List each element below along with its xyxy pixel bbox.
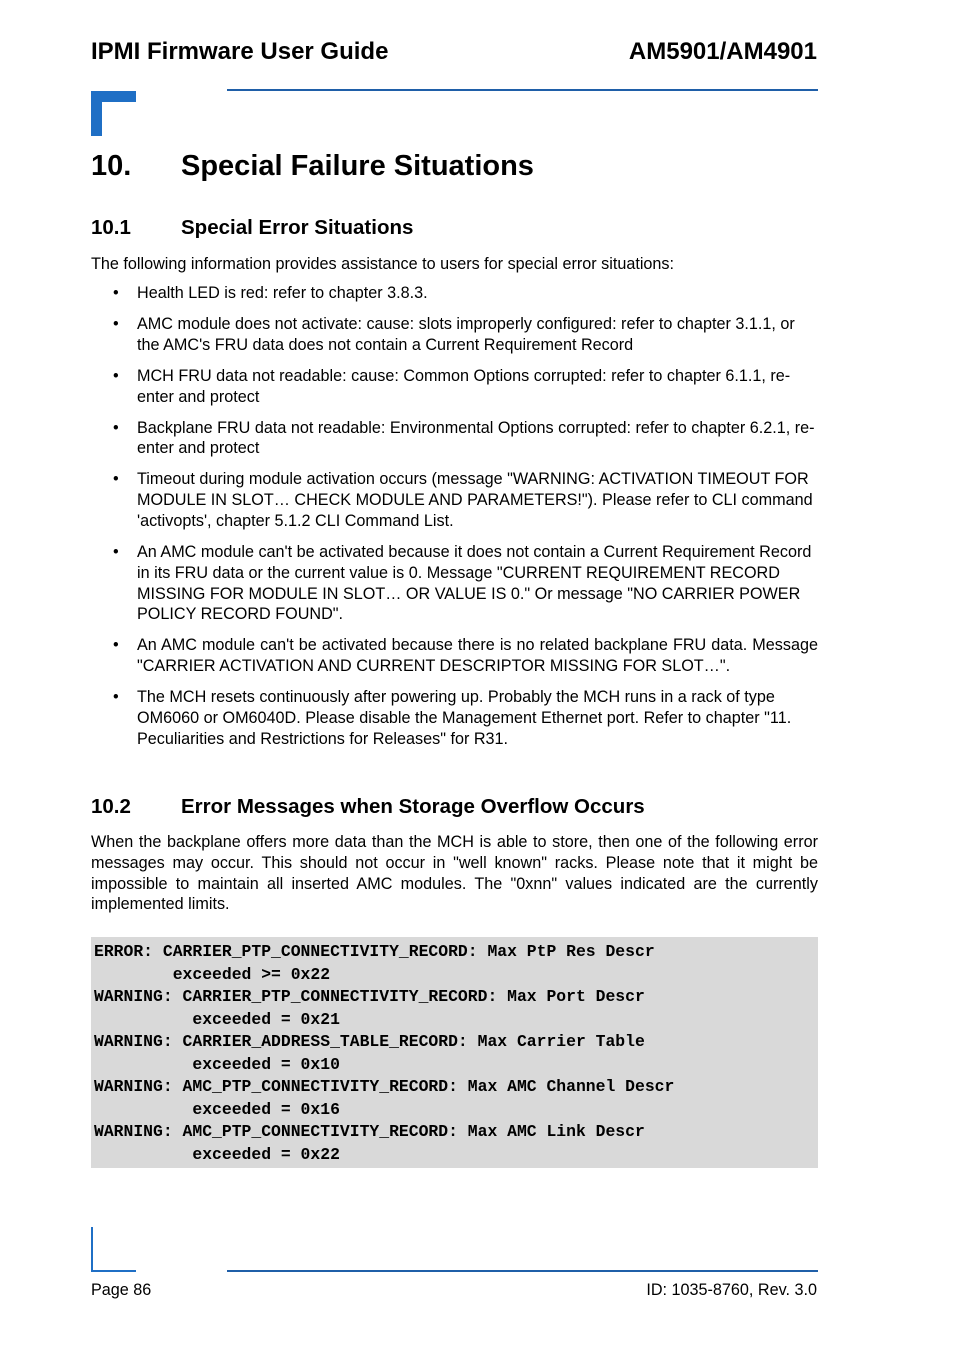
list-item — [91, 542, 818, 625]
header-rule — [227, 89, 818, 91]
section-number: 10.1 — [91, 216, 131, 239]
chapter-number: 10. — [91, 150, 132, 182]
section-intro: The following information provides assistance to users for special error situations: — [91, 255, 675, 273]
list-item-text: AMC module does not activate: cause: slots improperly configured: refer to chapter 3.1.1, or the AMC's FRU data does not contain a Current Requirement Record — [137, 314, 795, 354]
document-id: ID: 1035-8760, Rev. 3.0 — [646, 1281, 817, 1299]
page-number: Page 86 — [91, 1281, 152, 1299]
list-item — [91, 687, 818, 749]
section-heading-10-1 — [91, 216, 413, 240]
bullet-icon: • — [113, 688, 119, 707]
bullet-icon: • — [113, 418, 119, 437]
list-item-text: An AMC module can't be activated because there is no related backplane FRU data. Message "CARRIER ACTIVATION AND CURRENT DESCRIPTOR MISSING FOR SLOT…". — [137, 636, 818, 676]
list-item — [91, 283, 818, 304]
list-item — [91, 469, 818, 531]
list-item-text: Health LED is red: refer to chapter 3.8.3. — [137, 284, 428, 302]
bullet-icon: • — [113, 366, 119, 385]
list-item-text: Timeout during module activation occurs (message "WARNING: ACTIVATION TIMEOUT FOR MODULE IN SLOT… CHECK MODULE AND PARAMETERS!"). Please refer to CLI command 'activopts', chapter 5.1.2 CLI Command List. — [137, 470, 813, 530]
corner-mark-top-horizontal — [91, 91, 136, 102]
footer-rule — [227, 1270, 818, 1272]
section-title: Special Error Situations — [181, 216, 414, 239]
chapter-title: Special Failure Situations — [181, 150, 534, 182]
bullet-icon: • — [113, 636, 119, 655]
section-number: 10.2 — [91, 795, 131, 818]
list-item-text: MCH FRU data not readable: cause: Common Options corrupted: refer to chapter 6.1.1, re-enter and protect — [137, 366, 791, 406]
header-product: AM5901/AM4901 — [628, 38, 817, 65]
bullet-icon: • — [113, 542, 119, 561]
error-messages-code: ERROR: CARRIER_PTP_CONNECTIVITY_RECORD: Max PtP Res Descr exceeded >= 0x22 WARNING: CARRIER_PTP_CONNECTIVITY_RECORD: Max Port Descr exceeded = 0x21 WARNING: CARRIER_ADDRESS_TABLE_RECORD: Max Carrier Table exceeded = 0x10 WARNING: AMC_PTP_CONNECTIVITY_RECORD: Max AMC Channel Descr exceeded = 0x16 WARNING: AMC_PTP_CONNECTIVITY_RECORD: Max AMC Link Descr exceeded = 0x22 — [94, 942, 675, 1164]
section-intro: When the backplane offers more data than the MCH is able to store, then one of the following error messages may occur. This should not occur in "well known" racks. Please note that it might be impossible to maintain all inserted AMC modules. The "0xnn" values indicated are the currently implemented limits. — [91, 833, 818, 914]
section-title: Error Messages when Storage Overflow Occurs — [181, 795, 645, 818]
list-item — [91, 314, 818, 356]
chapter-heading — [91, 150, 534, 183]
error-situation-list — [91, 283, 818, 760]
list-item-text: Backplane FRU data not readable: Environmental Options corrupted: refer to chapter 6.2.1, re-enter and protect — [137, 418, 815, 458]
list-item-text: The MCH resets continuously after powering up. Probably the MCH runs in a rack of type OM6060 or OM6040D. Please disable the Management Ethernet port. Refer to chapter "11. Peculiarities and Restrictions for Releases" for R31. — [137, 688, 792, 748]
corner-mark-bottom-horizontal — [91, 1270, 136, 1272]
header-title: IPMI Firmware User Guide — [91, 38, 389, 65]
code-block — [91, 937, 818, 1168]
bullet-icon: • — [113, 470, 119, 489]
corner-mark-bottom — [91, 1227, 93, 1272]
list-item — [91, 635, 818, 677]
list-item — [91, 366, 818, 408]
bullet-icon: • — [113, 314, 119, 333]
list-item-text: An AMC module can't be activated because it does not contain a Current Requirement Record in its FRU data or the current value is 0. Message "CURRENT REQUIREMENT RECORD MISSING FOR MODULE IN SLOT… OR VALUE IS 0." Or message "NO CARRIER POWER POLICY RECORD FOUND". — [137, 542, 812, 624]
bullet-icon: • — [113, 284, 119, 302]
section-heading-10-2 — [91, 795, 645, 819]
list-item — [91, 418, 818, 460]
